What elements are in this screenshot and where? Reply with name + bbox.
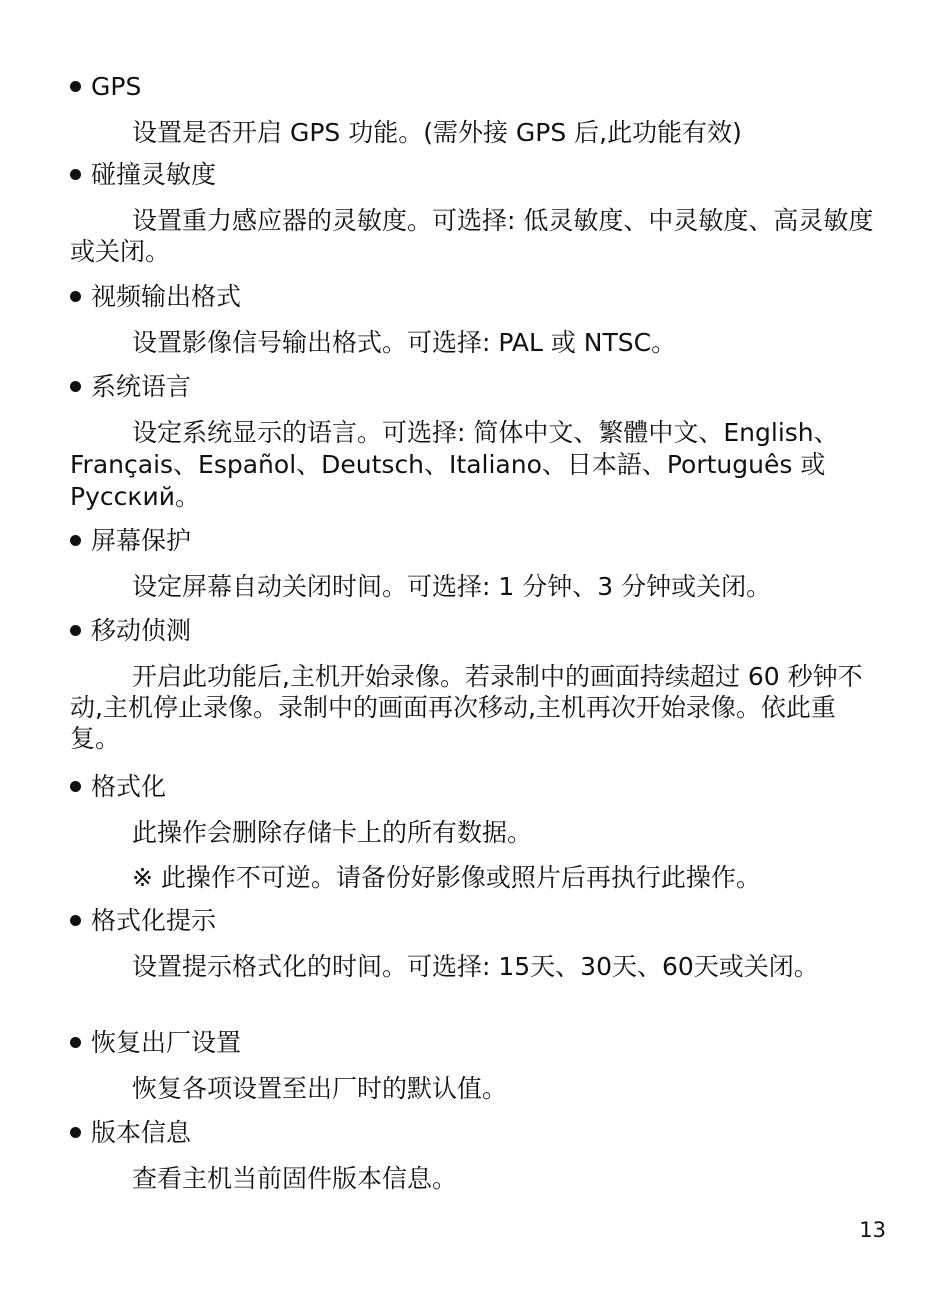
section-title: 移动侦测 bbox=[91, 616, 192, 645]
warning-note: ※ 此操作不可逆。请备份好影像或照片后再执行此操作。 bbox=[132, 863, 761, 892]
section-title: 屏幕保护 bbox=[91, 526, 192, 555]
page-number: 13 bbox=[859, 1218, 886, 1242]
section-heading bbox=[70, 160, 216, 190]
section-title: 恢复出厂设置 bbox=[91, 1028, 242, 1057]
section-heading bbox=[70, 372, 191, 402]
bullet-icon bbox=[70, 81, 81, 92]
bullet-icon bbox=[70, 535, 81, 546]
bullet-icon bbox=[70, 169, 81, 180]
bullet-icon bbox=[70, 1127, 81, 1138]
section-title: 格式化 bbox=[91, 772, 167, 801]
section-heading bbox=[70, 72, 141, 102]
section-heading bbox=[70, 906, 216, 936]
section-body: 设置提示格式化的时间。可选择: 15天、30天、60天或关闭。 bbox=[132, 952, 819, 981]
section-title: 视频输出格式 bbox=[91, 282, 242, 311]
section-body: 此操作会删除存储卡上的所有数据。 bbox=[132, 818, 533, 847]
section-heading bbox=[70, 282, 241, 312]
section-heading bbox=[70, 1028, 241, 1058]
section-title: GPS bbox=[91, 72, 142, 101]
section-title: 版本信息 bbox=[91, 1118, 192, 1147]
section-body: 设定屏幕自动关闭时间。可选择: 1 分钟、3 分钟或关闭。 bbox=[132, 572, 772, 601]
section-title: 格式化提示 bbox=[91, 906, 217, 935]
section-title: 碰撞灵敏度 bbox=[91, 160, 217, 189]
section-heading bbox=[70, 616, 191, 646]
bullet-icon bbox=[70, 915, 81, 926]
bullet-icon bbox=[70, 291, 81, 302]
section-body: 设置是否开启 GPS 功能。(需外接 GPS 后,此功能有效) bbox=[132, 118, 742, 147]
section-body: 恢复各项设置至出厂时的默认值。 bbox=[132, 1074, 508, 1103]
section-title: 系统语言 bbox=[91, 372, 192, 401]
section-heading bbox=[70, 1118, 191, 1148]
section-body: 设定系统显示的语言。可选择: 简体中文、繁體中文、English、Français、Español、Deutsch、Italiano、日本語、Português 或 Русский。 bbox=[70, 418, 839, 511]
section-body: 设置影像信号输出格式。可选择: PAL 或 NTSC。 bbox=[132, 328, 677, 357]
section-body: 设置重力感应器的灵敏度。可选择: 低灵敏度、中灵敏度、高灵敏度或关闭。 bbox=[70, 206, 874, 266]
bullet-icon bbox=[70, 1037, 81, 1048]
section-heading bbox=[70, 772, 166, 802]
bullet-icon bbox=[70, 381, 81, 392]
bullet-icon bbox=[70, 781, 81, 792]
section-body: 开启此功能后,主机开始录像。若录制中的画面持续超过 60 秒钟不动,主机停止录像。录制中的画面再次移动,主机再次开始录像。依此重复。 bbox=[70, 662, 863, 753]
section-heading bbox=[70, 526, 191, 556]
bullet-icon bbox=[70, 625, 81, 636]
section-body: 查看主机当前固件版本信息。 bbox=[132, 1164, 458, 1193]
